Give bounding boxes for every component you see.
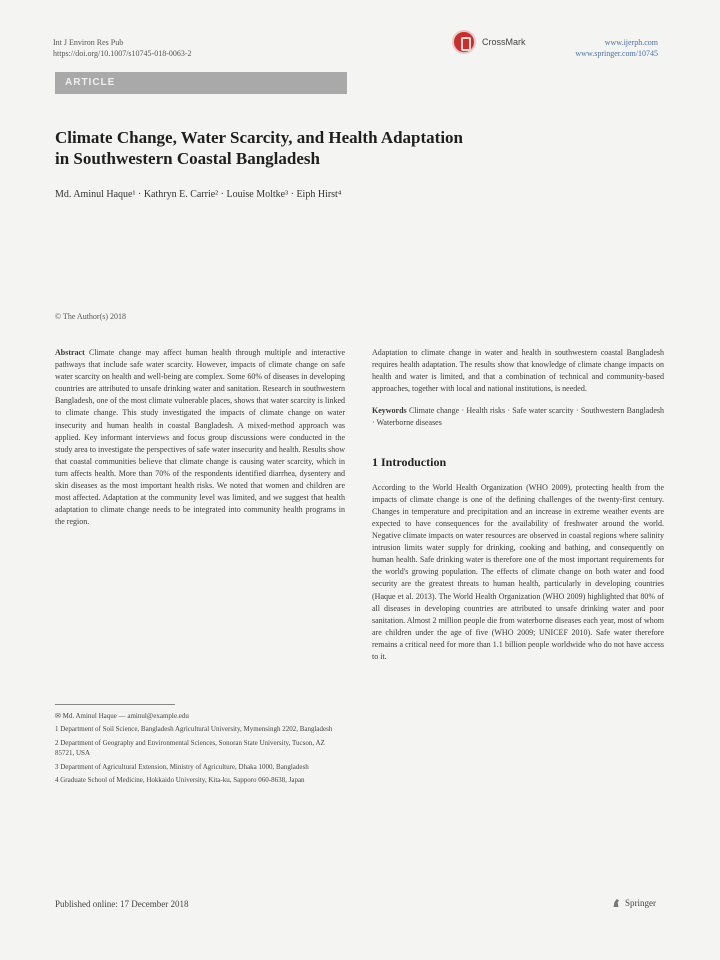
keywords-block: [372, 405, 664, 429]
corresponding-author[interactable]: ✉ Md. Aminul Haque — aminul@example.edu: [55, 712, 189, 720]
affiliations: [55, 711, 340, 788]
springer-horse-icon: [611, 898, 621, 908]
right-column: [372, 347, 664, 842]
affiliation-1: 1 Department of Soil Science, Bangladesh Agricultural University, Mymensingh 2202, Bangladesh: [55, 725, 333, 734]
section-heading: 1 Introduction: [372, 454, 447, 469]
abstract-text: Climate change may affect human health through multiple and interactive pathways that include safe water scarcity. However, impacts of climate change on safe water scarcity on health and well-being are complex. Some 60% of diseases in developing countries are attributed to unsafe drinking water and sanitation. Research in southwestern Bangladesh, one of the most climate vulnerable places, shows that water scarcity is linked to climate change. This study investigated the impacts of climate change on water insecurity and human health in coastal Bangladesh. A mixed-method approach was applied. Key informant interviews and focus group discussions were conducted in the study area to investigate the perspectives of safe water insecurity and health. Results show that coastal communities believe that climate change is causing water scarcity, which in turn affects health. More than 70% of the respondents identified diarrhea, dysentery and skin diseases as the most important health risks. We noted that women and children are most affected. Adaptation at the community level was limited, and we suggest that health adaptation to climate change needs to be integrated into community health programs in the region.: [55, 348, 345, 527]
keywords-text: Climate change · Health risks · Safe water scarcity · Southwestern Bangladesh · Waterborne diseases: [372, 406, 664, 428]
journal-citation: Int J Environ Res Pub: [53, 38, 124, 47]
affiliation-3: 3 Department of Agricultural Extension, Ministry of Agriculture, Dhaka 1000, Bangladesh: [55, 762, 309, 771]
introduction-text: According to the World Health Organization (WHO 2009), protecting health from the impacts of climate change is one of the defining challenges of the twenty-first century. Changes in temperature and precipitation and an increase in extreme weather events are expected to have consequences for the availability of freshwater around the world. Negative climate impacts on water resources are observed in coastal regions where salinity intrusion limits water supply for drinking, cooking and bathing, and consequently on human health. Safe drinking water is therefore one of the most important requirements for the world's growing population. The effects of climate change on both water and food security are the greatest threats to human health, particularly in developing countries (Haque et al. 2013). The World Health Organization (WHO 2009) highlighted that 80% of all diseases in developing countries are attributed to unsafe drinking water and poor sanitation. Almost 2 million people die from waterborne diseases each year, most of whom are children under the age of five (WHO 2009; UNICEF 2010). Safe water therefore remains a critical need for more than 1.1 billion people worldwide who do not have access to it.: [372, 482, 664, 661]
affiliation-2: 2 Department of Geography and Environmental Sciences, Sonoran State University, Tucson, AZ 85721, USA: [55, 738, 325, 758]
journal-links: [575, 37, 658, 59]
journal-site-link[interactable]: www.ijerph.com: [604, 38, 658, 47]
copyright-line: © The Author(s) 2018: [55, 312, 127, 321]
paper-title: [55, 127, 575, 169]
title-line-1: Climate Change, Water Scarcity, and Health Adaptation: [55, 128, 464, 147]
publisher-logo: [611, 898, 656, 908]
abstract-block: [55, 347, 345, 697]
article-type-bar: [55, 72, 347, 94]
journal-header: [53, 37, 192, 59]
title-line-2: in Southwestern Coastal Bangladesh: [55, 149, 320, 168]
crossmark-badge[interactable]: [452, 30, 544, 56]
publisher-name: Springer: [625, 898, 656, 908]
crossmark-icon: [452, 30, 476, 54]
published-date: Published online: 17 December 2018: [55, 899, 189, 909]
abstract-continuation: Adaptation to climate change in water and health in southwestern coastal Bangladesh requires health adaptation. The results show that knowledge of climate change impacts on health and water is limited, and that a combination of technical and community-based approaches, together with local and national institutions, is needed.: [372, 348, 664, 394]
author-list: Md. Aminul Haque¹ · Kathryn E. Carrie² · Louise Moltke³ · Eiph Hirst⁴: [55, 189, 342, 200]
keywords-label: Keywords: [372, 406, 407, 416]
crossmark-label: CrossMark: [482, 37, 526, 47]
footnote-divider: [55, 704, 175, 705]
abstract-label: Abstract: [55, 348, 85, 357]
doi-link[interactable]: https://doi.org/10.1007/s10745-018-0063-2: [53, 49, 192, 58]
affiliation-4: 4 Graduate School of Medicine, Hokkaido University, Kita-ku, Sapporo 060-8638, Japan: [55, 776, 305, 785]
article-type-label: ARTICLE: [65, 77, 116, 88]
publisher-site-link[interactable]: www.springer.com/10745: [575, 49, 658, 58]
